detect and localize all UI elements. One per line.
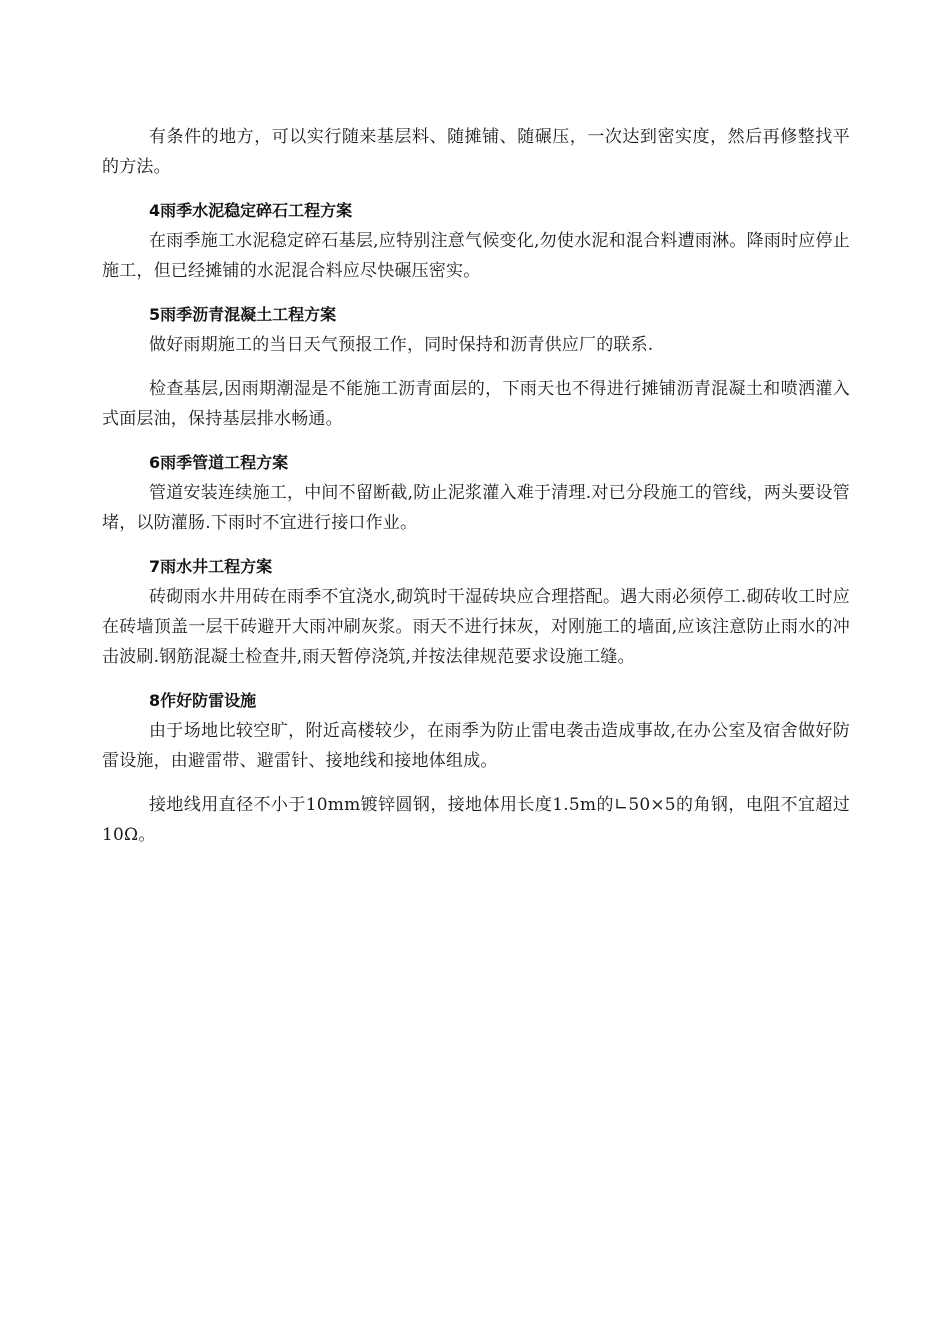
section-asphalt-concrete [102,300,850,434]
section-paragraph: 砖砌雨水井用砖在雨季不宜浇水,砌筑时干湿砖块应合理搭配。遇大雨必须停工.砌砖收工时应在砖墙顶盖一层干砖避开大雨冲刷灰浆。雨天不进行抹灰，对刚施工的墙面,应该注意防止雨水的冲击波刷.钢筋混凝土检查井,雨天暂停浇筑,并按法律规范要求设施工缝。 [102,587,850,667]
section-heading: 7雨水井工程方案 [149,557,273,576]
section-paragraph: 检查基层,因雨期潮湿是不能施工沥青面层的，下雨天也不得进行摊铺沥青混凝土和喷洒灌入式面层油，保持基层排水畅通。 [102,379,850,429]
section-rainwater-well [102,552,850,672]
document-body [102,122,850,864]
intro-paragraph: 有条件的地方，可以实行随来基层料、随摊铺、随碾压，一次达到密实度，然后再修整找平的方法。 [102,127,850,177]
section-heading: 5雨季沥青混凝土工程方案 [149,305,337,324]
section-paragraph: 接地线用直径不小于10mm镀锌圆钢，接地体用长度1.5m的∟50×5的角钢，电阻不宜超过10Ω。 [102,795,850,845]
section-lightning-protection [102,686,850,850]
section-paragraph: 在雨季施工水泥稳定碎石基层,应特别注意气候变化,勿使水泥和混合料遭雨淋。降雨时应停止施工，但已经摊铺的水泥混合料应尽快碾压密实。 [102,231,850,281]
section-paragraph: 做好雨期施工的当日天气预报工作，同时保持和沥青供应厂的联系. [149,335,654,355]
section-paragraph: 由于场地比较空旷，附近高楼较少，在雨季为防止雷电袭击造成事故,在办公室及宿舍做好防雷设施，由避雷带、避雷针、接地线和接地体组成。 [102,721,850,771]
section-pipeline [102,448,850,538]
section-heading: 6雨季管道工程方案 [149,453,289,472]
section-paragraph: 管道安装连续施工，中间不留断截,防止泥浆灌入难于清理.对已分段施工的管线，两头要设管堵，以防灌肠.下雨时不宜进行接口作业。 [102,483,850,533]
section-cement-stabilized-gravel [102,196,850,286]
section-heading: 4雨季水泥稳定碎石工程方案 [149,201,353,220]
section-heading: 8作好防雷设施 [149,691,257,710]
